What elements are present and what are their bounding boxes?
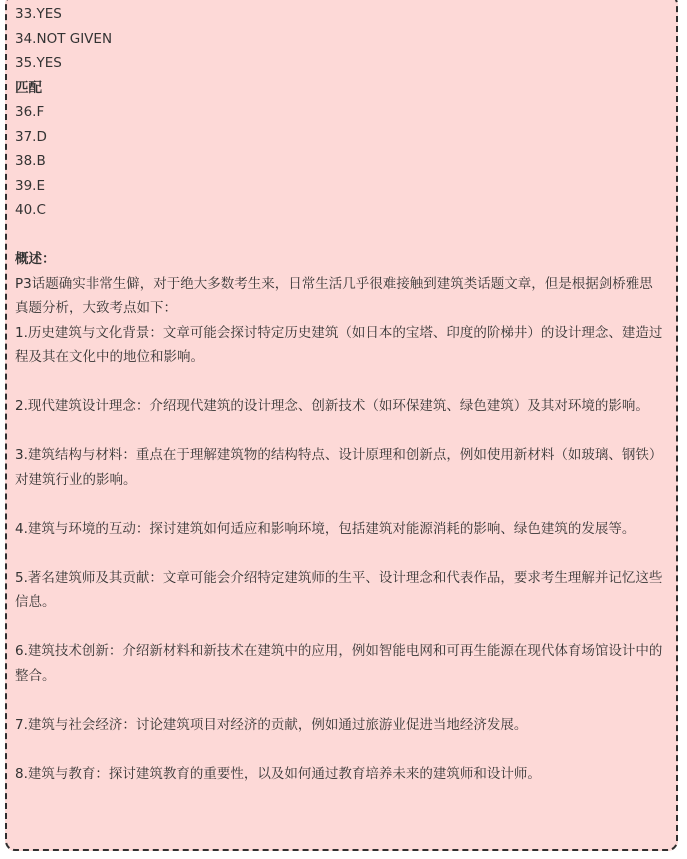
spacer <box>15 541 666 566</box>
answer-36: 36.F <box>15 104 45 120</box>
overview-point-8: 8.建筑与教育：探讨建筑教育的重要性，以及如何通过教育培养未来的建筑师和设计师。 <box>15 765 541 782</box>
overview-point-6: 6.建筑技术创新：介绍新材料和新技术在建筑中的应用，例如智能电网和可再生能源在现代体育场馆设计中的整合。 <box>15 643 663 684</box>
overview-heading: 概述： <box>15 251 56 267</box>
overview-point-5: 5.著名建筑师及其贡献：文章可能会介绍特定建筑师的生平、设计理念和代表作品，要求考生理解并记忆这些信息。 <box>15 569 663 610</box>
overview-intro: P3话题确实非常生僻，对于绝大多数考生来，日常生活几乎很难接触到建筑类话题文章，但是根据剑桥雅思真题分析，大致考点如下： <box>15 275 653 316</box>
spacer <box>15 492 666 517</box>
answer-card <box>5 0 678 851</box>
overview-point-1: 1.历史建筑与文化背景：文章可能会探讨特定历史建筑（如日本的宝塔、印度的阶梯井）的设计理念、建造过程及其在文化中的地位和影响。 <box>15 324 663 365</box>
spacer <box>15 419 666 444</box>
spacer <box>15 615 666 640</box>
answer-38: 38.B <box>15 153 46 169</box>
overview-point-3: 3.建筑结构与材料：重点在于理解建筑物的结构特点、设计原理和创新点，例如使用新材料（如玻璃、钢铁）对建筑行业的影响。 <box>15 447 663 488</box>
answer-35: 35.YES <box>15 55 62 71</box>
spacer <box>15 370 666 395</box>
answer-39: 39.E <box>15 177 45 194</box>
spacer <box>15 223 666 248</box>
answer-33: 33.YES <box>15 6 62 22</box>
spacer <box>15 737 666 762</box>
answer-40: 40.C <box>15 202 46 218</box>
answer-37: 37.D <box>15 128 47 145</box>
answer-34: 34.NOT GIVEN <box>15 30 113 47</box>
matching-heading: 匹配 <box>15 79 42 96</box>
overview-point-7: 7.建筑与社会经济：讨论建筑项目对经济的贡献，例如通过旅游业促进当地经济发展。 <box>15 716 528 733</box>
overview-point-4: 4.建筑与环境的互动：探讨建筑如何适应和影响环境，包括建筑对能源消耗的影响、绿色建筑的发展等。 <box>15 520 636 537</box>
overview-point-2: 2.现代建筑设计理念：介绍现代建筑的设计理念、创新技术（如环保建筑、绿色建筑）及其对环境的影响。 <box>15 398 649 414</box>
spacer <box>15 688 666 713</box>
